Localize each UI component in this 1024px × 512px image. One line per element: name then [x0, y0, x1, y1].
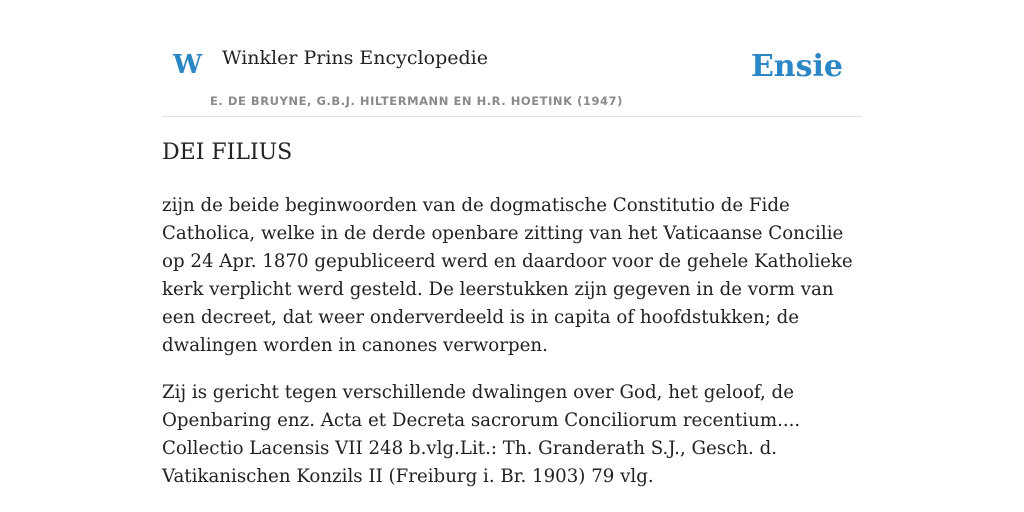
- winkler-prins-logo-icon[interactable]: W: [173, 50, 203, 80]
- encyclopedia-title[interactable]: Winkler Prins Encyclopedie: [222, 47, 488, 69]
- article-title: DEI FILIUS: [162, 140, 293, 165]
- article-body: [162, 192, 862, 510]
- ensie-logo[interactable]: Ensie: [750, 49, 843, 84]
- encyclopedia-authors: E. DE BRUYNE, G.B.J. HILTERMANN EN H.R. HOETINK (1947): [210, 94, 623, 108]
- source-header: [162, 30, 862, 117]
- article-paragraph: zijn de beide beginwoorden van de dogmatische Constitutio de Fide Catholica, welke in de derde openbare zitting van het Vaticaanse Concilie op 24 Apr. 1870 gepubliceerd werd en daardoor voor de gehele Katholieke kerk verplicht werd gesteld. De leerstukken zijn gegeven in de vorm van een decreet, dat weer onderverdeeld is in capita of hoofdstukken; de dwalingen worden in canones verworpen.: [162, 195, 853, 356]
- article-paragraph: Zij is gericht tegen verschillende dwalingen over God, het geloof, de Openbaring enz. Acta et Decreta sacrorum Conciliorum recentium.... Collectio Lacensis VII 248 b.vlg.Lit.: Th. Granderath S.J., Gesch. d. Vatikanischen Konzils II (Freiburg i. Br. 1903) 79 vlg.: [162, 382, 801, 487]
